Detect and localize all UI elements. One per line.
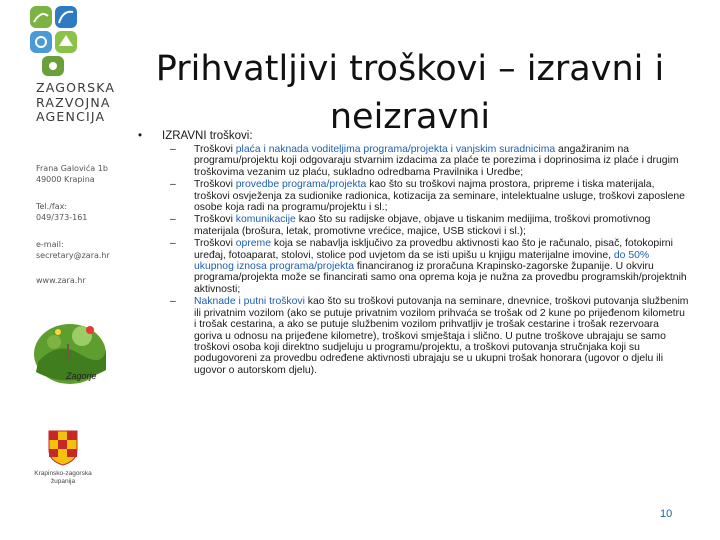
bullet-heading: IZRAVNI troškovi:: [162, 130, 253, 142]
tel-label: Tel./fax:: [36, 202, 68, 211]
county-crest-icon: [48, 430, 78, 466]
direct-costs-list: [138, 144, 690, 376]
bullet-direct-costs: [138, 130, 690, 143]
address-line-2: 49000 Krapina: [36, 175, 95, 184]
slide-content: [138, 130, 690, 377]
address-line-1: Frana Galovića 1b: [36, 164, 108, 173]
website-link[interactable]: www.zara.hr: [36, 276, 86, 285]
list-item: – Troškovi opreme koja se nabavlja isključivo za provedbu aktivnosti kao što je računalo, pisač, fotokopirni uređaj, fotoaparat, stolovi, stolice pod uvjetom da se isti upišu u knjigu materijalne imovine, do 50% ukupnog iznosa programa/projekta financiranog iz proračuna Krapinsko-zagorske županije. U okviru programa/projekta može se financirati samo ona oprema koja je nužna za provedbu programskih/projektnih aktivnosti;: [170, 238, 687, 295]
list-item: – Naknade i putni troškovi kao što su troškovi putovanja na seminare, dnevnice, troškovi putovanja službenim ili privatnim vozilom (ako se putuje privatnim vozilom prihvaća se trošak od 2 kune po prijeđenom kilometru i trošak cestarina, a ako se putuje službenim vozilom prihvatljiv je trošak cestarine i trošak rezervoara goriva u odnosu na prijeđene kilometre), troškovi smještaja i slično. U putne troškove ubrajaju se samo troškovi osoba koji direktno sudjeluju u programu/projektu, a troškovi putovanja stručnjaka koji su podugovoreni za provedbu određene aktivnosti ubrajaju se u ukupni trošak honorara (ugovor o djelu ili ugovor o autorskom djelu).: [170, 296, 689, 376]
bullet-marker: •: [138, 130, 143, 142]
email-label: e-mail:: [36, 240, 64, 249]
list-item: – Troškovi provedbe programa/projekta kao što su troškovi najma prostora, pripreme i tiska materijala, troškovi osvježenja za sudionike radionica, kotizacija za seminare, intelektualne usluge, troškovi zaposlene osobe koja radi na programu/projektu i sl.;: [170, 179, 685, 214]
page-number: 10: [660, 508, 673, 520]
email-value[interactable]: secretary@zara.hr: [36, 251, 110, 260]
sidebar: [0, 0, 120, 540]
agency-name: ZAGORSKA RAZVOJNA AGENCIJA: [36, 80, 116, 124]
county-name: Krapinsko-zagorska županija: [34, 470, 92, 485]
list-item: – Troškovi plaća i naknada voditeljima programa/projekta i vanjskim suradnicima angažiranim na programu/projektu koji odgovaraju stvarnim izdacima za plaće te porezima i doprinosima iz plaće i drugim troškovima vezanim uz plaću, sukladno odredbama Pravilnika i Uredbe;: [170, 144, 679, 178]
tel-value: 049/373-161: [36, 213, 88, 222]
slide-title: Prihvatljivi troškovi – izravni i neizravni: [155, 49, 665, 138]
list-item: – Troškovi komunikacije kao što su radijske objave, objave u tiskanim medijima, troškovi promotivnog materijala (brošura, letak, promotivne vrećice, majice, USB stickovi i sl.);: [170, 214, 651, 237]
agency-logo-icon: [30, 6, 78, 78]
zagorje-label: Zagorje: [66, 371, 97, 381]
